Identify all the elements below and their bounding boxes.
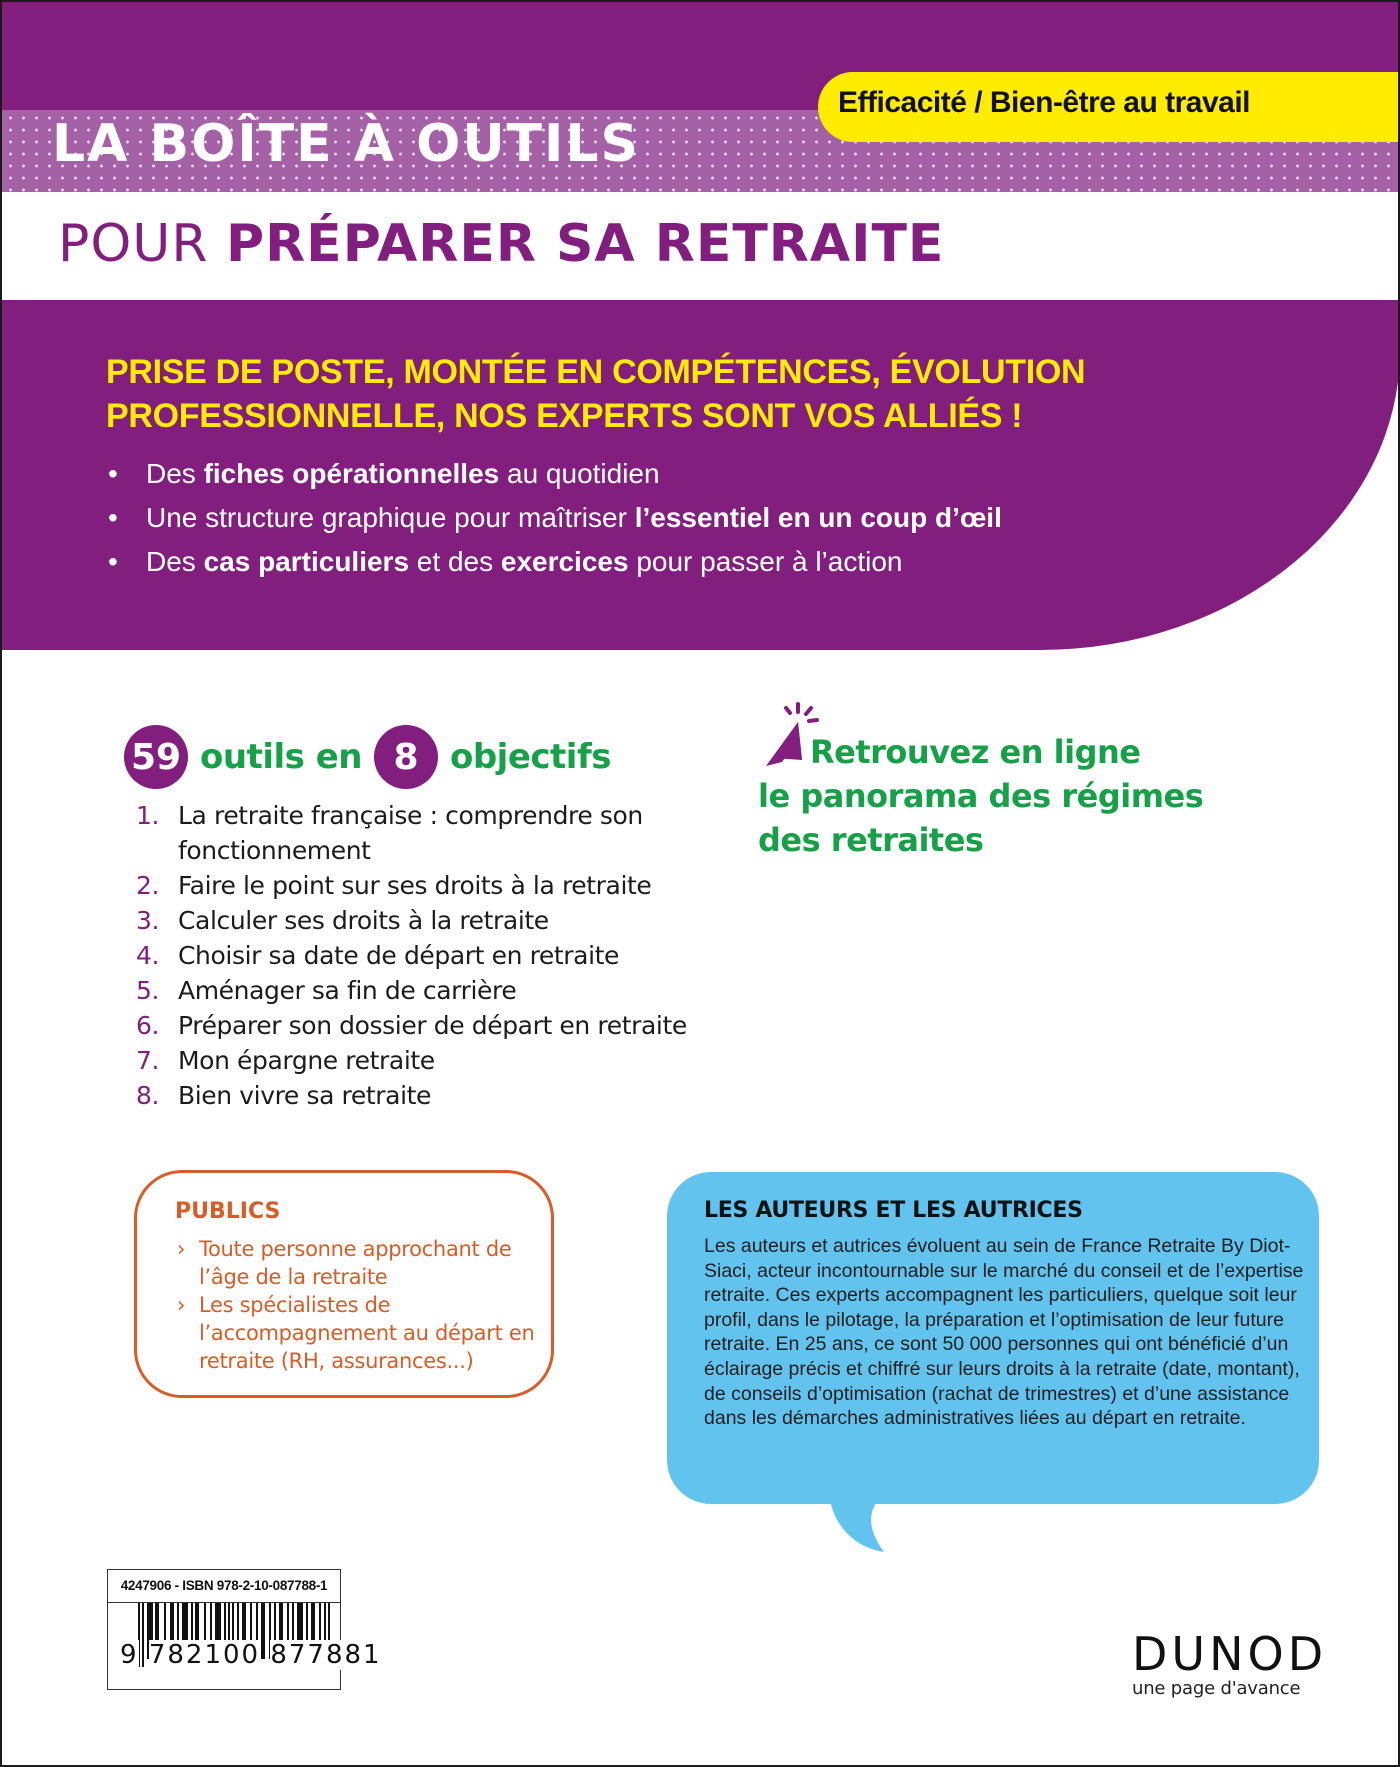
- objective-item: 2. Faire le point sur ses droits à la retraite: [136, 871, 652, 900]
- objectives-list: [136, 798, 696, 1113]
- bullet-icon: •: [108, 458, 118, 489]
- isbn-label: 4247906 - ISBN 978-2-10-087788-1: [108, 1570, 340, 1603]
- objective-item: 8. Bien vivre sa retraite: [136, 1081, 431, 1110]
- subtitle-main: PRÉPARER SA RETRAITE: [226, 214, 945, 274]
- tools-count-badge: 59: [124, 725, 188, 789]
- objective-item: 1. La retraite française : comprendre son fonctionnement: [136, 801, 643, 865]
- publics-list: [175, 1235, 535, 1375]
- category-tag-label: Efficacité / Bien-être au travail: [838, 86, 1250, 119]
- hero-headline-line2: PROFESSIONNELLE, NOS EXPERTS SONT VOS ALLIÉS !: [106, 397, 1023, 435]
- publisher-name: DUNOD: [1132, 1627, 1328, 1681]
- hero-headline-line1: PRISE DE POSTE, MONTÉE EN COMPÉTENCES, ÉVOLUTION: [106, 353, 1086, 391]
- chevron-right-icon: ›: [177, 1237, 186, 1261]
- bullet-icon: •: [108, 546, 118, 577]
- book-subtitle: [58, 214, 944, 274]
- publisher-tagline: une page d'avance: [1132, 1678, 1301, 1699]
- authors-bubble: [667, 1172, 1319, 1504]
- online-line3: des retraites: [758, 821, 984, 859]
- subtitle-prefix: POUR: [58, 214, 227, 274]
- tools-label: outils en: [200, 737, 362, 777]
- isbn-barcode: [107, 1569, 382, 1690]
- publics-box: [134, 1170, 554, 1398]
- publics-title: PUBLICS: [175, 1199, 281, 1224]
- chevron-right-icon: ›: [177, 1293, 186, 1317]
- tools-summary: [124, 725, 623, 789]
- speech-bubble-tail: [828, 1500, 908, 1560]
- hero-bullet: • Des fiches opérationnelles au quotidien: [106, 452, 1002, 496]
- online-line2: le panorama des régimes: [758, 777, 1204, 815]
- barcode-digits: 9 782100 877881: [120, 1640, 382, 1670]
- objective-item: 6. Préparer son dossier de départ en retraite: [136, 1011, 687, 1040]
- objective-item: 4. Choisir sa date de départ en retraite: [136, 941, 620, 970]
- series-title: LA BOÎTE À OUTILS: [52, 114, 640, 174]
- authors-body: Les auteurs et autrices évoluent au sein de France Retraite By Diot-Siaci, acteur incontournable sur le marché du conseil et de l’expertise retraite. Ces experts accompagnent les particuliers, quelque soit leur profil, dans le pilotage, la préparation et l’optimisation de leur future retraite. En 25 ans, ce sont 50 000 personnes qui ont bénéficié d’un éclairage précis et chiffré sur leurs droits à la retraite (date, montant), de conseils d’optimisation (rachat de trimestres) et d’une assistance dans les démarches administratives liées au départ en retraite.: [704, 1235, 1304, 1430]
- objective-item: 7. Mon épargne retraite: [136, 1046, 435, 1075]
- authors-title: LES AUTEURS ET LES AUTRICES: [704, 1198, 1083, 1223]
- hero-headline: [106, 350, 1256, 438]
- objective-item: 5. Aménager sa fin de carrière: [136, 976, 517, 1005]
- hero-bullet-list: [106, 452, 1002, 584]
- publics-item: › Les spécialistes de l’accompagnement au départ en retraite (RH, assurances...): [177, 1293, 535, 1373]
- publics-item: › Toute personne approchant de l’âge de la retraite: [177, 1237, 512, 1289]
- online-resources-text: [758, 730, 1318, 862]
- publisher-logo: [1132, 1627, 1328, 1699]
- hero-bullet: • Des cas particuliers et des exercices pour passer à l’action: [106, 540, 1002, 584]
- online-line1: Retrouvez en ligne: [810, 733, 1141, 771]
- category-tag: [818, 72, 1400, 142]
- objective-item: 3. Calculer ses droits à la retraite: [136, 906, 549, 935]
- objectives-label: objectifs: [449, 737, 611, 777]
- bullet-icon: •: [108, 502, 118, 533]
- objectives-count-badge: 8: [374, 725, 438, 789]
- hero-bullet: • Une structure graphique pour maîtriser l’essentiel en un coup d’œil: [106, 496, 1002, 540]
